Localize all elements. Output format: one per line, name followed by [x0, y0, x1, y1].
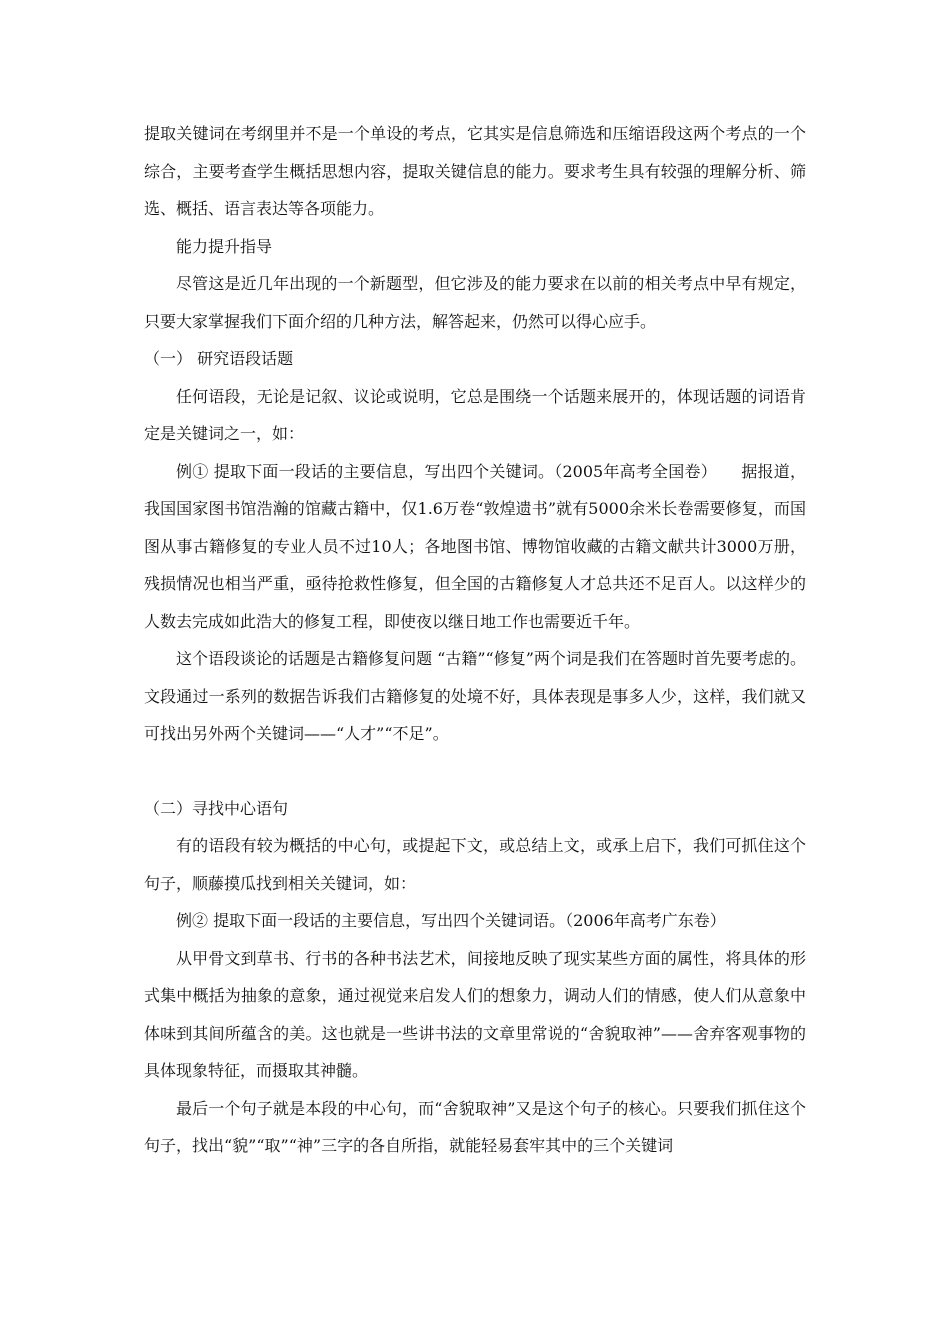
example-2-prompt: 例② 提取下面一段话的主要信息，写出四个关键词语。（2006年高考广东卷）	[176, 911, 726, 930]
paragraph-gap	[144, 753, 806, 790]
guidance-paragraph: 尽管这是近几年出现的一个新题型，但它涉及的能力要求在以前的相关考点中早有规定，只要大家掌握我们下面介绍的几种方法，解答起来，仍然可以得心应手。	[144, 274, 806, 331]
intro-paragraph: 提取关键词在考纲里并不是一个单设的考点，它其实是信息筛选和压缩语段这两个考点的一个综合，主要考查学生概括思想内容，提取关键信息的能力。要求考生具有较强的理解分析、筛选、概括、语言表达等各项能力。	[144, 124, 806, 218]
example-2-analysis: 最后一个句子就是本段的中心句，而“舍貌取神”又是这个句子的核心。只要我们抓住这个句子，找出“貌”“取”“神”三字的各自所指，就能轻易套牢其中的三个关键词	[144, 1098, 806, 1155]
example-2-passage: 从甲骨文到草书、行书的各种书法艺术，间接地反映了现实某些方面的属性，将具体的形式集中概括为抽象的意象，通过视觉来启发人们的想象力，调动人们的情感，使人们从意象中体味到其间所蕴含的美。这也就是一些讲书法的文章里常说的“舍貌取神”——舍弃客观事物的具体现象特征，而摄取其神髓。	[144, 948, 806, 1080]
section-heading-central-sentence: （二）寻找中心语句	[144, 798, 289, 818]
central-sentence-paragraph: 有的语段有较为概括的中心句，或提起下文，或总结上文，或承上启下，我们可抓住这个句子，顺藤摸瓜找到相关关键词，如：	[144, 836, 806, 893]
section-heading-guidance: 能力提升指导	[176, 236, 273, 256]
section-heading-topic: （一） 研究语段话题	[144, 349, 294, 368]
topic-paragraph: 任何语段，无论是记叙、议论或说明，它总是围绕一个话题来展开的，体现话题的词语肯定是关键词之一，如：	[144, 386, 806, 443]
document-body	[144, 115, 806, 1165]
example-1-analysis: 这个语段谈论的话题是古籍修复问题 “古籍”“修复”两个词是我们在答题时首先要考虑的。文段通过一系列的数据告诉我们古籍修复的处境不好，具体表现是事多人少，这样，我们就又可找出另外两个关键词——“人才”“不足”。	[144, 649, 806, 743]
example-1-paragraph: 例① 提取下面一段话的主要信息，写出四个关键词。（2005年高考全国卷） 据报道，我国国家图书馆浩瀚的馆藏古籍中，仅1.6万卷“敦煌遗书”就有5000余米长卷需要修复，而国图从事古籍修复的专业人员不过10人；各地图书馆、博物馆收藏的古籍文献共计3000万册，残损情况也相当严重，亟待抢救性修复，但全国的古籍修复人才总共还不足百人。以这样少的人数去完成如此浩大的修复工程，即使夜以继日地工作也需要近千年。	[144, 461, 806, 631]
